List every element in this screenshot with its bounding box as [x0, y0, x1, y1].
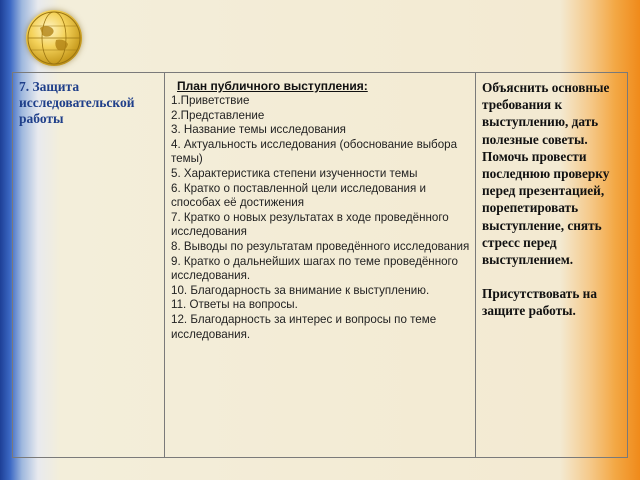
topic-text: 7. Защита исследовательской работы	[19, 79, 135, 126]
plan-item: 1.Приветствие	[171, 94, 250, 107]
plan-item: 9. Кратко о дальнейших шагах по теме проведённого исследования.	[171, 254, 458, 283]
plan-list	[171, 94, 471, 342]
info-table	[12, 72, 628, 458]
goal-text-main: Объяснить основные требования к выступлению, дать полезные советы. Помочь провести последнюю проверку перед презентацией, порепетировать выступление, снять стресс перед выступлением.	[482, 80, 610, 268]
plan-item: 4. Актуальность исследования (обоснование выбора темы)	[171, 137, 458, 166]
plan-item: 12. Благодарность за интерес и вопросы по теме исследования.	[171, 312, 437, 341]
plan-cell	[165, 73, 476, 457]
plan-item: 7. Кратко о новых результатах в ходе проведённого исследования	[171, 210, 449, 239]
goals-cell	[476, 73, 627, 457]
plan-item: 8. Выводы по результатам проведённого исследования	[171, 239, 470, 253]
golden-globe-icon	[26, 10, 82, 66]
plan-title: План публичного выступления:	[177, 79, 368, 93]
plan-item: 2.Представление	[171, 108, 265, 122]
plan-item: 3. Название темы исследования	[171, 123, 346, 137]
plan-item: 11. Ответы на вопросы.	[171, 298, 298, 312]
topic-cell	[13, 73, 165, 457]
goal-text-attend: Присутствовать на защите работы.	[482, 286, 597, 319]
plan-item: 6. Кратко о поставленной цели исследования и способах её достижения	[171, 181, 426, 210]
plan-item: 10. Благодарность за внимание к выступлению.	[171, 283, 430, 297]
plan-item: 5. Характеристика степени изученности темы	[171, 166, 418, 180]
